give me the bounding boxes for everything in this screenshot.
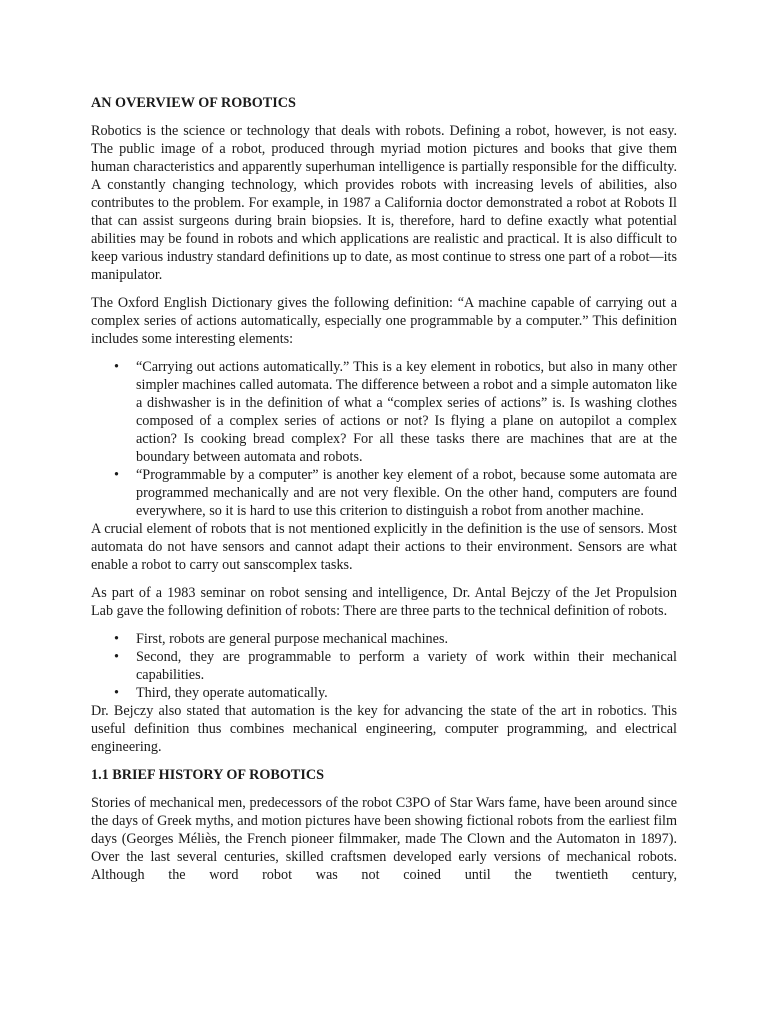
technical-definition-list [91, 630, 677, 702]
bullet-icon: • [114, 467, 119, 483]
list-item [91, 648, 677, 684]
list-item [91, 358, 677, 466]
dictionary-definition-paragraph: The Oxford English Dictionary gives the following definition: “A machine capable of carrying out a complex series of actions automatically, especially one programmable by a computer.” This definition includes some interesting elements: [91, 295, 677, 347]
section-heading: 1.1 BRIEF HISTORY OF ROBOTICS [91, 767, 324, 783]
list-item-text: First, robots are general purpose mechanical machines. [136, 631, 449, 647]
sensors-paragraph: A crucial element of robots that is not mentioned explicitly in the definition is the use of sensors. Most automata do not have sensors and cannot adapt their actions to their environment. Sensors are what enable a robot to carry out sanscomplex tasks. [91, 521, 677, 573]
bullet-icon: • [114, 359, 119, 375]
bullet-icon: • [114, 649, 119, 665]
document-title: AN OVERVIEW OF ROBOTICS [91, 95, 296, 111]
list-item-text: “Carrying out actions automatically.” This is a key element in robotics, but also in many other simpler machines called automata. The difference between a robot and a simple automaton like a dishwasher is in the definition of what a “complex series of actions” is. Is washing clothes composed of a complex series of actions or not? Is flying a plane on autopilot a complex action? Is cooking bread complex? For all these tasks there are machines that are at the boundary between automata and robots. [136, 359, 677, 465]
bejczy-definition-paragraph: As part of a 1983 seminar on robot sensing and intelligence, Dr. Antal Bejczy of the Jet Propulsion Lab gave the following definition of robots: There are three parts to the technical definition of robots. [91, 585, 677, 619]
list-item-text: Third, they operate automatically. [136, 685, 328, 701]
list-item [91, 684, 677, 702]
list-item-text: Second, they are programmable to perform a variety of work within their mechanical capabilities. [136, 649, 677, 683]
list-item [91, 466, 677, 520]
automation-paragraph: Dr. Bejczy also stated that automation is the key for advancing the state of the art in robotics. This useful definition thus combines mechanical engineering, computer programming, and electrical engineering. [91, 703, 677, 755]
document-page [91, 94, 677, 894]
bullet-icon: • [114, 685, 119, 701]
list-item-text: “Programmable by a computer” is another key element of a robot, because some automata are programmed mechanically and are not very flexible. On the other hand, computers are found everywhere, so it is hard to use this criterion to distinguish a robot from another machine. [136, 467, 677, 519]
definition-elements-list [91, 358, 677, 520]
history-paragraph: Stories of mechanical men, predecessors of the robot C3PO of Star Wars fame, have been around since the days of Greek myths, and motion pictures have been showing fictional robots from the earliest film days (Georges Méliès, the French pioneer filmmaker, made The Clown and the Automaton in 1897). Over the last several centuries, skilled craftsmen developed early versions of mechanical robots. Although the word robot was not coined until the twentieth century, [91, 795, 677, 883]
list-item [91, 630, 677, 648]
intro-paragraph: Robotics is the science or technology that deals with robots. Defining a robot, however, is not easy. The public image of a robot, produced through myriad motion pictures and books that give them human characteristics and apparently superhuman intelligence is partially responsible for the difficulty. A constantly changing technology, which provides robots with increasing levels of abilities, also contributes to the problem. For example, in 1987 a California doctor demonstrated a robot at Robots Il that can assist surgeons during brain biopsies. It is, therefore, hard to define exactly what potential abilities may be found in robots and which applications are realistic and practical. It is also difficult to keep various industry standard definitions up to date, as most continue to stress one part of a robot—its manipulator. [91, 123, 677, 283]
bullet-icon: • [114, 631, 119, 647]
